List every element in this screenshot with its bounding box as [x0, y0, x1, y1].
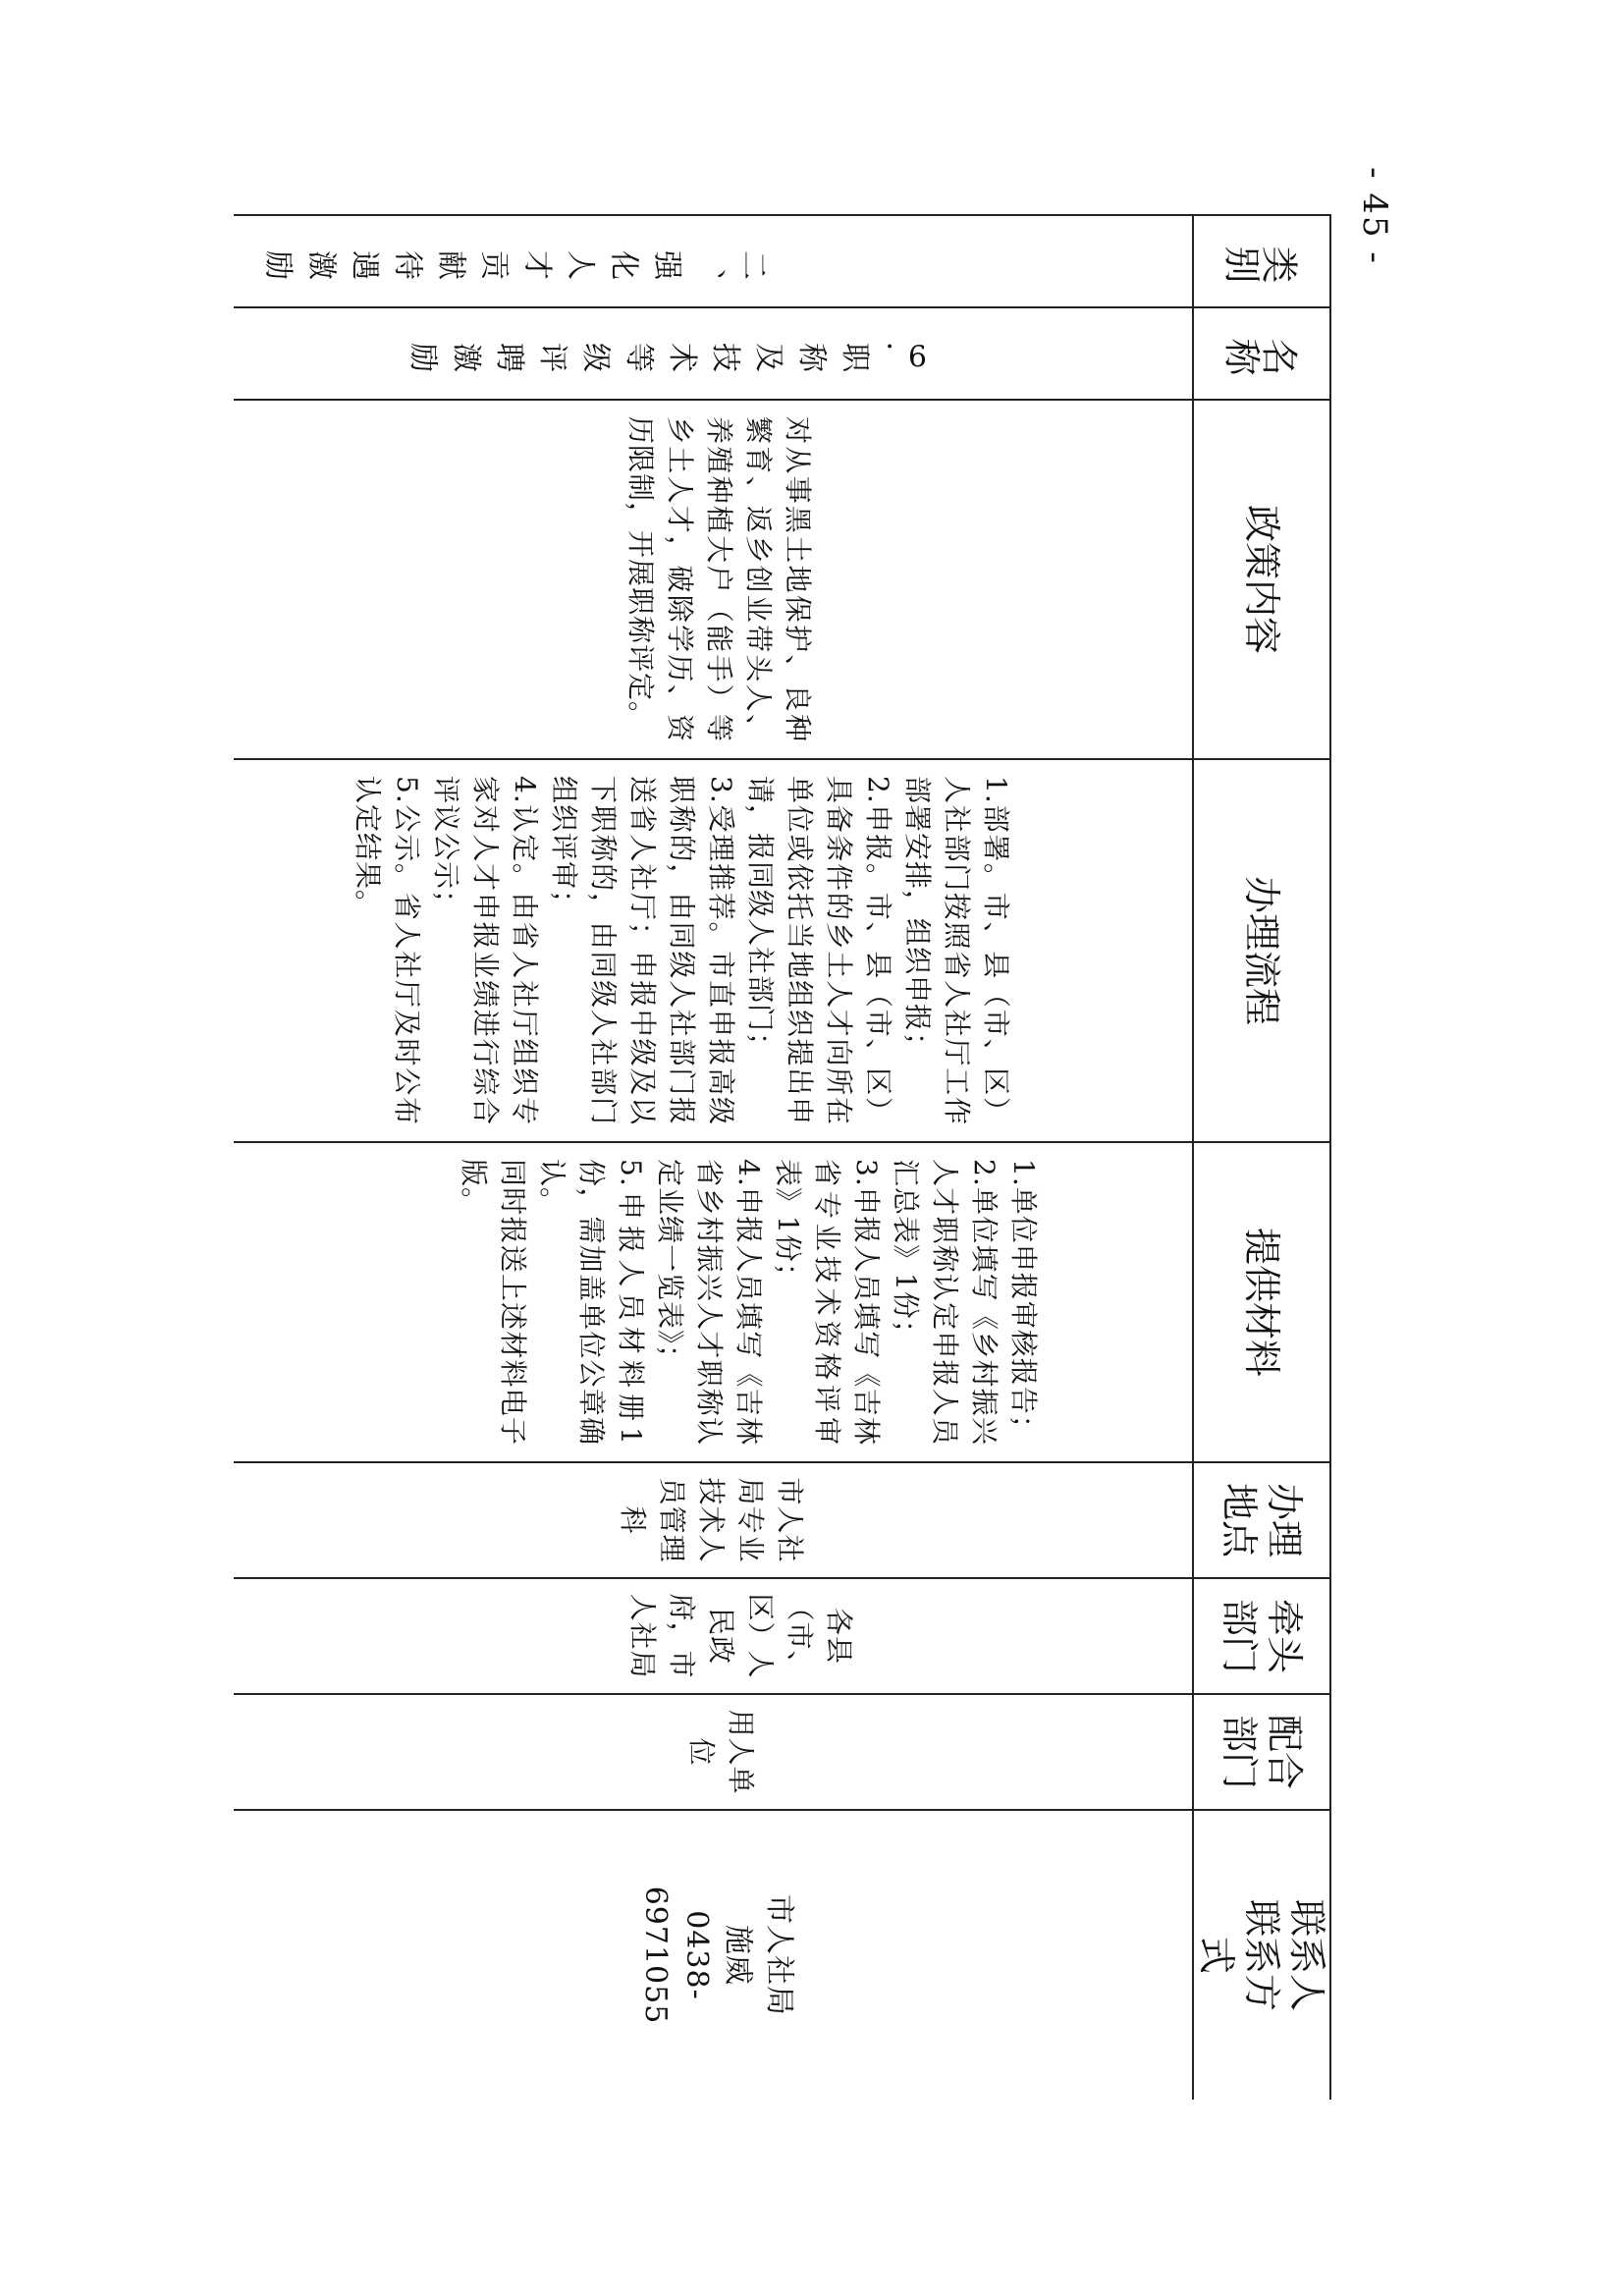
- cell-lead-dept: 各县（市、区）人民政府，市人社局: [234, 1578, 1193, 1694]
- page-number: - 45 -: [1355, 167, 1394, 265]
- cell-materials: [234, 1142, 1193, 1462]
- contact-phone-part2: 6971055: [638, 1886, 673, 2025]
- cell-coop-dept: 用人单位: [234, 1694, 1193, 1810]
- table-header-row: [1193, 215, 1330, 2100]
- cell-process: [234, 759, 1193, 1142]
- cell-location: 市人社局专业技术人员管理科: [234, 1462, 1193, 1578]
- material-item-3: 3.申报人员填写《吉林省专业技术资格评审表》1份；: [772, 1159, 883, 1446]
- table-row: [234, 215, 1193, 2100]
- header-location: 办理地点: [1193, 1462, 1330, 1578]
- cell-category: 二、强化人才贡献待遇激励: [234, 215, 1193, 307]
- material-item-1: 1.单位申报审核报告；: [1007, 1159, 1040, 1444]
- contact-person: 施威: [721, 1925, 755, 1986]
- material-item-2: 2.单位填写《乡村振兴人才职称认定申报人员汇总表》1份；: [890, 1159, 1001, 1446]
- cell-policy: 对从事黑土地保护、良种繁育、返乡创业带头人、养殖种植大户（能手）等乡土人才，破除学历、资历限制，开展职称评定。: [234, 400, 1193, 759]
- material-item-4: 4.申报人员填写《吉林省乡村振兴人才职称认定业绩一览表》；: [654, 1159, 765, 1446]
- policy-table: [234, 214, 1331, 2100]
- table-frame: [234, 214, 1331, 2100]
- material-item-6: 同时报送上述材料电子版。: [458, 1159, 529, 1446]
- header-coop-dept: 配合部门: [1193, 1694, 1330, 1810]
- header-materials: 提供材料: [1193, 1142, 1330, 1462]
- process-step-5: 5.公示。省人社厅及时公布认定结果。: [352, 776, 423, 1125]
- header-contact: 联系人联系方式: [1193, 1810, 1330, 2100]
- header-name: 名称: [1193, 307, 1330, 400]
- material-item-5: 5.申报人员材料册1份，需加盖单位公章确认。: [536, 1159, 647, 1446]
- header-lead-dept: 牵头部门: [1193, 1578, 1330, 1694]
- cell-name: 9.职称及技术等级评聘激励: [234, 307, 1193, 400]
- process-step-1: 1.部署。市、县（市、区）人社部门按照省人社厅工作部署安排，组织申报；: [901, 776, 1012, 1125]
- header-policy: 政策内容: [1193, 400, 1330, 759]
- header-category: 类别: [1193, 215, 1330, 307]
- header-process: 办理流程: [1193, 759, 1330, 1142]
- process-step-2: 2.申报。市、县（市、区）具备条件的乡土人才向所在单位或依托当地组织提出申请，报同级人社部门；: [744, 776, 894, 1125]
- process-step-4: 4.认定。由省人社厅组织专家对人才申报业绩进行综合评议公示；: [430, 776, 541, 1125]
- cell-contact: [234, 1810, 1193, 2100]
- contact-org: 市人社局: [762, 1894, 796, 2016]
- process-step-3: 3.受理推荐。市直申报高级职称的，由同级人社部门报送省人社厅；申报中级及以下职称的，由同级人社部门组织评审；: [548, 776, 737, 1125]
- contact-phone-part1: 0438-: [679, 1910, 714, 2000]
